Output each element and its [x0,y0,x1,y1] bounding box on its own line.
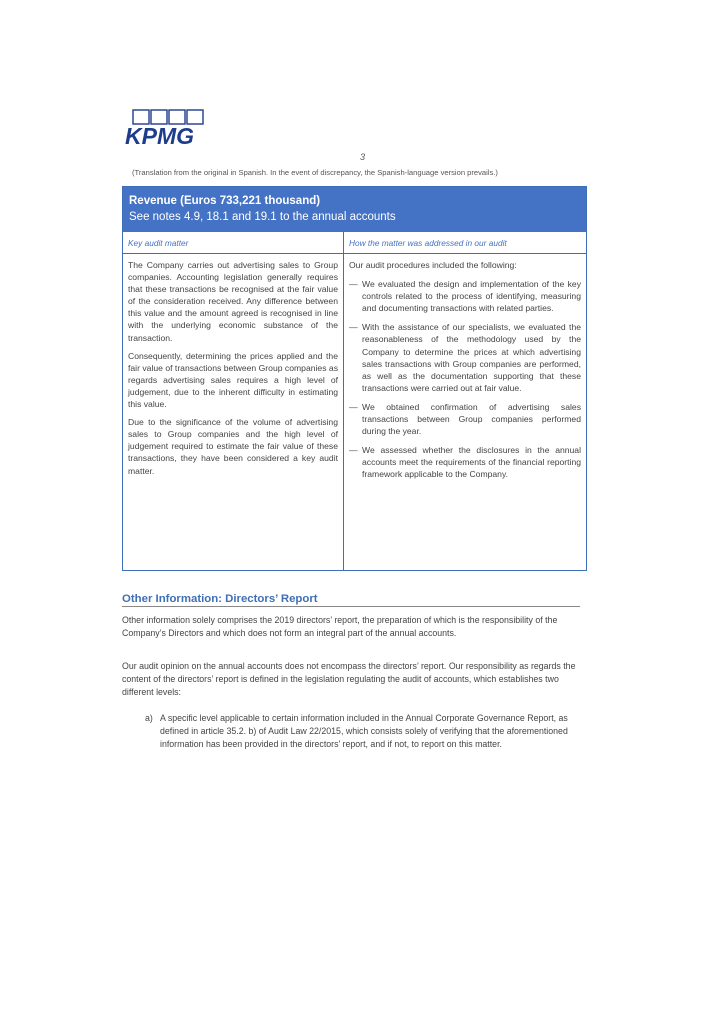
logo-text: KPMG [125,123,194,148]
list-item-text: A specific level applicable to certain information included in the Annual Corporate Governance Report, as defined in article 35.2. b) of Audit Law 22/2015, which consists solely of verifying that the aforementioned information has been provided in the directors’ report, and if not, to report on this matter. [160,713,568,749]
procedure-text: We obtained confirmation of advertising sales transactions between Group companies performed during the year. [362,401,581,437]
procedure-text: We evaluated the design and implementation of the key controls related to the process of identifying, measuring and documenting transactions with related parties. [362,279,581,314]
list-item [145,712,590,751]
table-header-title: Revenue (Euros 733,221 thousand) [129,195,321,207]
audit-procedures-intro: Our audit procedures included the following: [349,260,517,270]
key-audit-matter-table [122,186,587,571]
procedure-text: With the assistance of our specialists, we evaluated the reasonableness of the methodology used by the Company to determine the prices at which advertising sales transactions with Group companies are performed, as well as the documentation supporting that these transactions were carried out at fair value. [362,322,581,393]
list-item [349,278,581,314]
list-item [349,401,581,437]
list-marker: a) [145,713,153,723]
dash-bullet: — [349,445,358,456]
kam-paragraph: The Company carries out advertising sales to Group companies. Accounting legislation generally requires that these transactions be recognised at the fair value of the consideration received. Any difference between this value and the amount agreed is recognised in line with the underlying economic substance of the transaction. [128,260,338,343]
table-header-subtitle: See notes 4.9, 18.1 and 19.1 to the annual accounts [129,211,396,223]
kpmg-logo [123,108,209,148]
table-header [123,187,586,232]
section-title [122,593,580,607]
column-heading-right: How the matter was addressed in our audit [344,232,586,254]
kam-paragraph: Due to the significance of the volume of advertising sales to Group companies and the high level of judgement required to estimate the fair value of these transactions, they have been considered a key audit matter. [128,417,338,476]
body-paragraph: Our audit opinion on the annual accounts does not encompass the directors’ report. Our responsibility as regards the content of the directors’ report is defined in the legislation regulating the audit of accounts, which establishes two different levels: [122,661,576,697]
procedure-text: We assessed whether the disclosures in the annual accounts meet the requirements of the financial reporting framework applicable to the Company. [362,445,581,480]
body-paragraph: Other information solely comprises the 2019 directors’ report, the preparation of which is the responsibility of the Company’s Directors and which does not form an integral part of the annual accounts. [122,615,558,638]
audit-response-column [344,232,586,570]
column-heading-left: Key audit matter [123,232,343,254]
list-item [349,321,581,394]
list-item [349,444,581,480]
dash-bullet: — [349,322,358,333]
kam-paragraph: Consequently, determining the prices applied and the fair value of transactions between Group companies as regards advertising sales requires a high level of judgement, due to the inherent difficulty in estimating this value. [128,350,338,410]
dash-bullet: — [349,279,358,290]
dash-bullet: — [349,401,358,412]
key-audit-matter-column [123,232,344,570]
translation-note: (Translation from the original in Spanish. In the event of discrepancy, the Spanish-language version prevails.) [132,168,498,177]
section-title-text: Other Information: Directors’ Report [122,593,318,605]
page-number: 3 [359,152,365,162]
